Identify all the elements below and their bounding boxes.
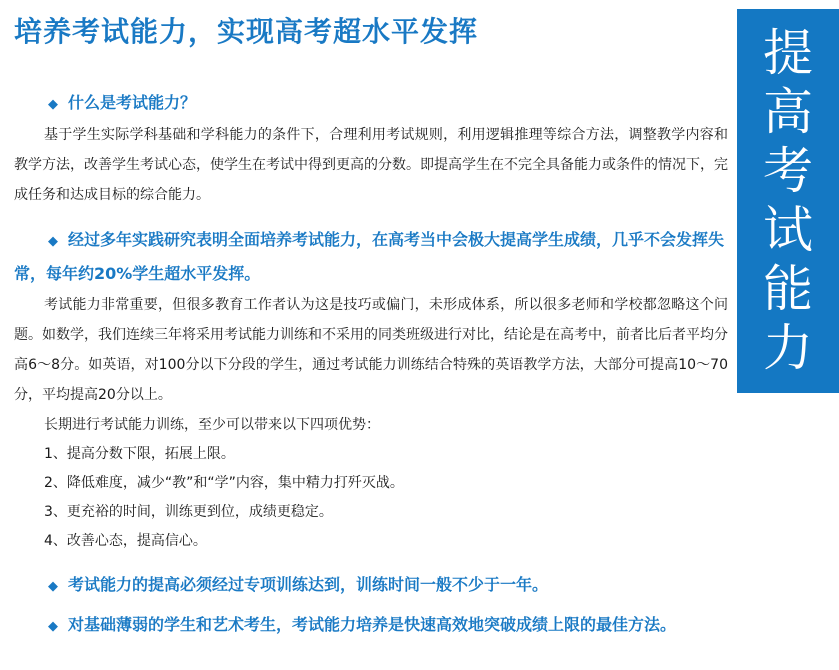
page-title: 培养考试能力，实现高考超水平发挥 bbox=[14, 15, 479, 48]
banner-char: 考 bbox=[763, 142, 813, 200]
banner-char: 力 bbox=[763, 319, 813, 377]
diamond-icon: ◆ bbox=[48, 619, 58, 634]
paragraph: 考试能力非常重要，但很多教育工作者认为这是技巧或偏门，未形成体系，所以很多老师和学校都忽略这个问题。如数学，我们连续三年将采用考试能力训练和不采用的同类班级进行对比，结论是在高考中，前者比后者平均分高6～8分。如英语，对100分以下分段的学生，通过考试能力训练结合特殊的英语教学方法，大部分可提高10～70分，平均提高20分以上。 bbox=[14, 297, 728, 403]
list-item: 2、降低难度，减少“教”和“学”内容，集中精力打歼灭战。 bbox=[44, 475, 404, 491]
side-banner bbox=[737, 9, 839, 393]
paragraph: 长期进行考试能力训练，至少可以带来以下四项优势： bbox=[44, 417, 380, 433]
heading-text: 考试能力的提高必须经过专项训练达到，训练时间一般不少于一年。 bbox=[68, 575, 549, 594]
heading-text: 什么是考试能力？ bbox=[68, 93, 197, 112]
section-heading bbox=[14, 570, 728, 602]
heading-text: 经过多年实践研究表明全面培养考试能力，在高考当中会极大提高学生成绩，几乎不会发挥失常，每年约20%学生超水平发挥。 bbox=[14, 230, 725, 283]
diamond-icon: ◆ bbox=[48, 579, 58, 594]
diamond-icon: ◆ bbox=[48, 234, 58, 249]
list-item: 4、改善心态，提高信心。 bbox=[44, 533, 207, 549]
section-heading bbox=[14, 610, 728, 642]
diamond-icon: ◆ bbox=[48, 97, 58, 112]
list-item: 1、提高分数下限，拓展上限。 bbox=[44, 446, 235, 462]
banner-char: 高 bbox=[763, 83, 813, 141]
banner-char: 提 bbox=[763, 24, 813, 82]
paragraph: 基于学生实际学科基础和学科能力的条件下，合理利用考试规则，利用逻辑推理等综合方法，调整教学内容和教学方法，改善学生考试心态，使学生在考试中得到更高的分数。即提高学生在不完全具备能力或条件的情况下，完成任务和达成目标的综合能力。 bbox=[14, 127, 728, 203]
list-item: 3、更充裕的时间，训练更到位，成绩更稳定。 bbox=[44, 504, 333, 520]
section-heading bbox=[14, 224, 728, 290]
section-heading bbox=[14, 88, 728, 120]
banner-char: 能 bbox=[763, 260, 813, 318]
heading-text: 对基础薄弱的学生和艺术考生，考试能力培养是快速高效地突破成绩上限的最佳方法。 bbox=[68, 615, 677, 634]
article-body bbox=[14, 88, 728, 642]
banner-char: 试 bbox=[763, 201, 813, 259]
